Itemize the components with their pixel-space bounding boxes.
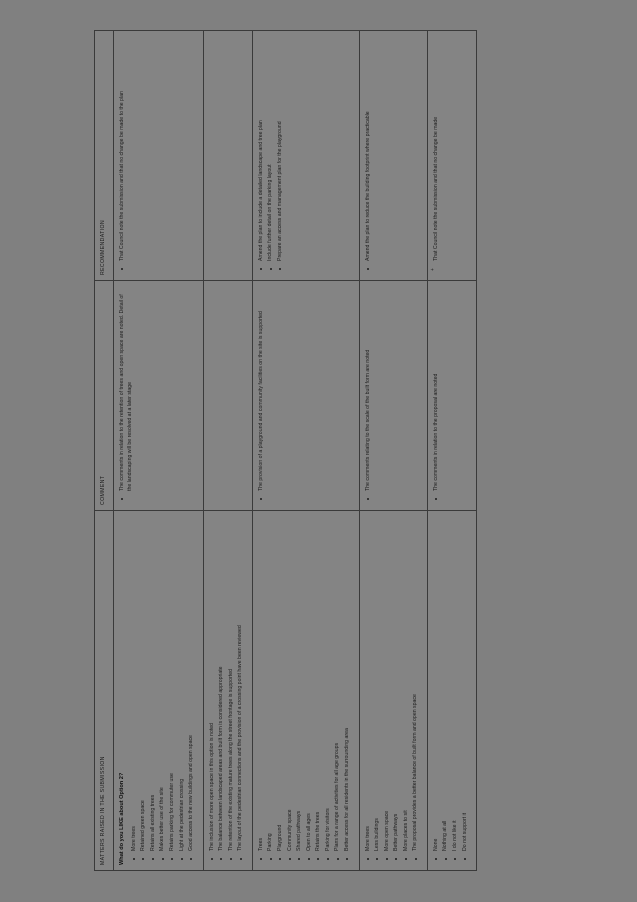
recommendation-cell: [427, 31, 476, 281]
table-row: [359, 31, 427, 871]
question-title: What do you LIKE about Option 2?: [118, 772, 125, 865]
comment-list: [118, 286, 134, 505]
list-item: The provision of a playground and community facilities on the site is supported: [256, 286, 264, 496]
matters-list: [256, 516, 302, 865]
list-item: More trees: [129, 516, 137, 856]
list-item: Parking for visitors: [323, 516, 331, 856]
comment-list: [363, 286, 371, 505]
list-item: The comments relating to the scale of the built form are noted: [363, 286, 371, 496]
list-item: The balance between landscaped areas and built form is considered appropriate: [217, 516, 225, 856]
comment-cell: [113, 281, 203, 511]
matters-list: [129, 516, 194, 865]
table-header-row: [94, 31, 113, 871]
matters-sub-list: [304, 516, 350, 865]
list-item: Plans for a range of activities for all age groups: [333, 516, 341, 856]
list-item: Retains all existing trees: [148, 516, 156, 856]
list-item: More trees: [363, 516, 371, 856]
matters-cell: [113, 511, 203, 871]
list-item: Nothing at all: [441, 516, 449, 856]
matters-cell: [203, 511, 252, 871]
recommendation-list: [431, 36, 439, 275]
recommendation-list: [256, 36, 283, 275]
list-item: Shared pathways: [295, 516, 303, 856]
column-header-recommendation: RECOMMENDATION: [94, 31, 113, 281]
list-item: Better access for all residents in the surrounding area: [342, 516, 350, 856]
list-item: None: [431, 516, 439, 856]
list-item: Include further detail on the parking layout: [266, 36, 274, 266]
comment-cell: [252, 281, 359, 511]
matters-sub-list: [207, 516, 244, 865]
column-header-matters: MATTERS RAISED IN THE SUBMISSION: [94, 511, 113, 871]
list-item: More places to sit: [401, 516, 409, 856]
list-item: Open to all ages: [304, 516, 312, 856]
matters-cell: [252, 511, 359, 871]
recommendation-cell: [359, 31, 427, 281]
comment-list: [431, 286, 439, 505]
list-item: I do not like it: [451, 516, 459, 856]
list-item: Playground: [276, 516, 284, 856]
column-header-comment: COMMENT: [94, 281, 113, 511]
comment-cell-empty: [203, 281, 252, 511]
table-row: [252, 31, 359, 871]
list-item: Light at the pedestrian crossing: [177, 516, 185, 856]
recommendation-cell: [113, 31, 203, 281]
recommendation-cell-empty: [203, 31, 252, 281]
list-item: Makes better use of the site: [158, 516, 166, 856]
list-item: More open space: [382, 516, 390, 856]
matters-sub-list: [411, 516, 419, 865]
list-item: The comments in relation to the proposal are noted: [431, 286, 439, 496]
list-item: Less buildings: [373, 516, 381, 856]
list-item: The retention of the existing mature trees along the street frontage is supported: [226, 516, 234, 856]
matters-cell: [359, 511, 427, 871]
list-item: Retained green space: [139, 516, 147, 856]
list-item: Prepare an access and management plan for the playground: [276, 36, 284, 266]
recommendation-cell: [252, 31, 359, 281]
list-item: Good access to the new buildings and open space: [187, 516, 195, 856]
matters-cell: [427, 511, 476, 871]
list-item: Better pathways: [392, 516, 400, 856]
comment-cell: [427, 281, 476, 511]
submission-matters-table: [94, 30, 477, 871]
comment-cell: [359, 281, 427, 511]
list-item: The inclusion of more open space in this option is noted: [207, 516, 215, 856]
list-item: Retains the trees: [314, 516, 322, 856]
matters-list: [431, 516, 468, 865]
list-item: The proposal provides a better balance of built form and open space: [411, 516, 419, 856]
list-item: Do not support it: [460, 516, 468, 856]
list-item: That Council note the submission and that no change be made to the plan: [118, 36, 126, 266]
recommendation-list: [363, 36, 371, 275]
list-item: Parking: [266, 516, 274, 856]
list-item: The layout of the pedestrian connections and the provision of a crossing point have been reviewed: [236, 516, 244, 856]
list-item: Community space: [285, 516, 293, 856]
rotated-document-canvas: [94, 31, 544, 871]
matters-list: [363, 516, 409, 865]
list-item: Trees: [256, 516, 264, 856]
recommendation-list: [118, 36, 126, 275]
comment-list: [256, 286, 264, 505]
table-row: [203, 31, 252, 871]
list-item: + That Council note the submission and that no change be made: [431, 36, 439, 266]
list-item: Amend the plan to include a detailed landscape and tree plan: [256, 36, 264, 266]
list-item: Amend the plan to reduce the building footprint where practicable: [363, 36, 371, 266]
list-item: Retains parking for commuter use: [167, 516, 175, 856]
list-item: The comments in relation to the retention of trees and open space are noted. Detail of the landscaping will be resolved at a later stage: [118, 286, 134, 496]
table-row: [113, 31, 203, 871]
table-row: [427, 31, 476, 871]
